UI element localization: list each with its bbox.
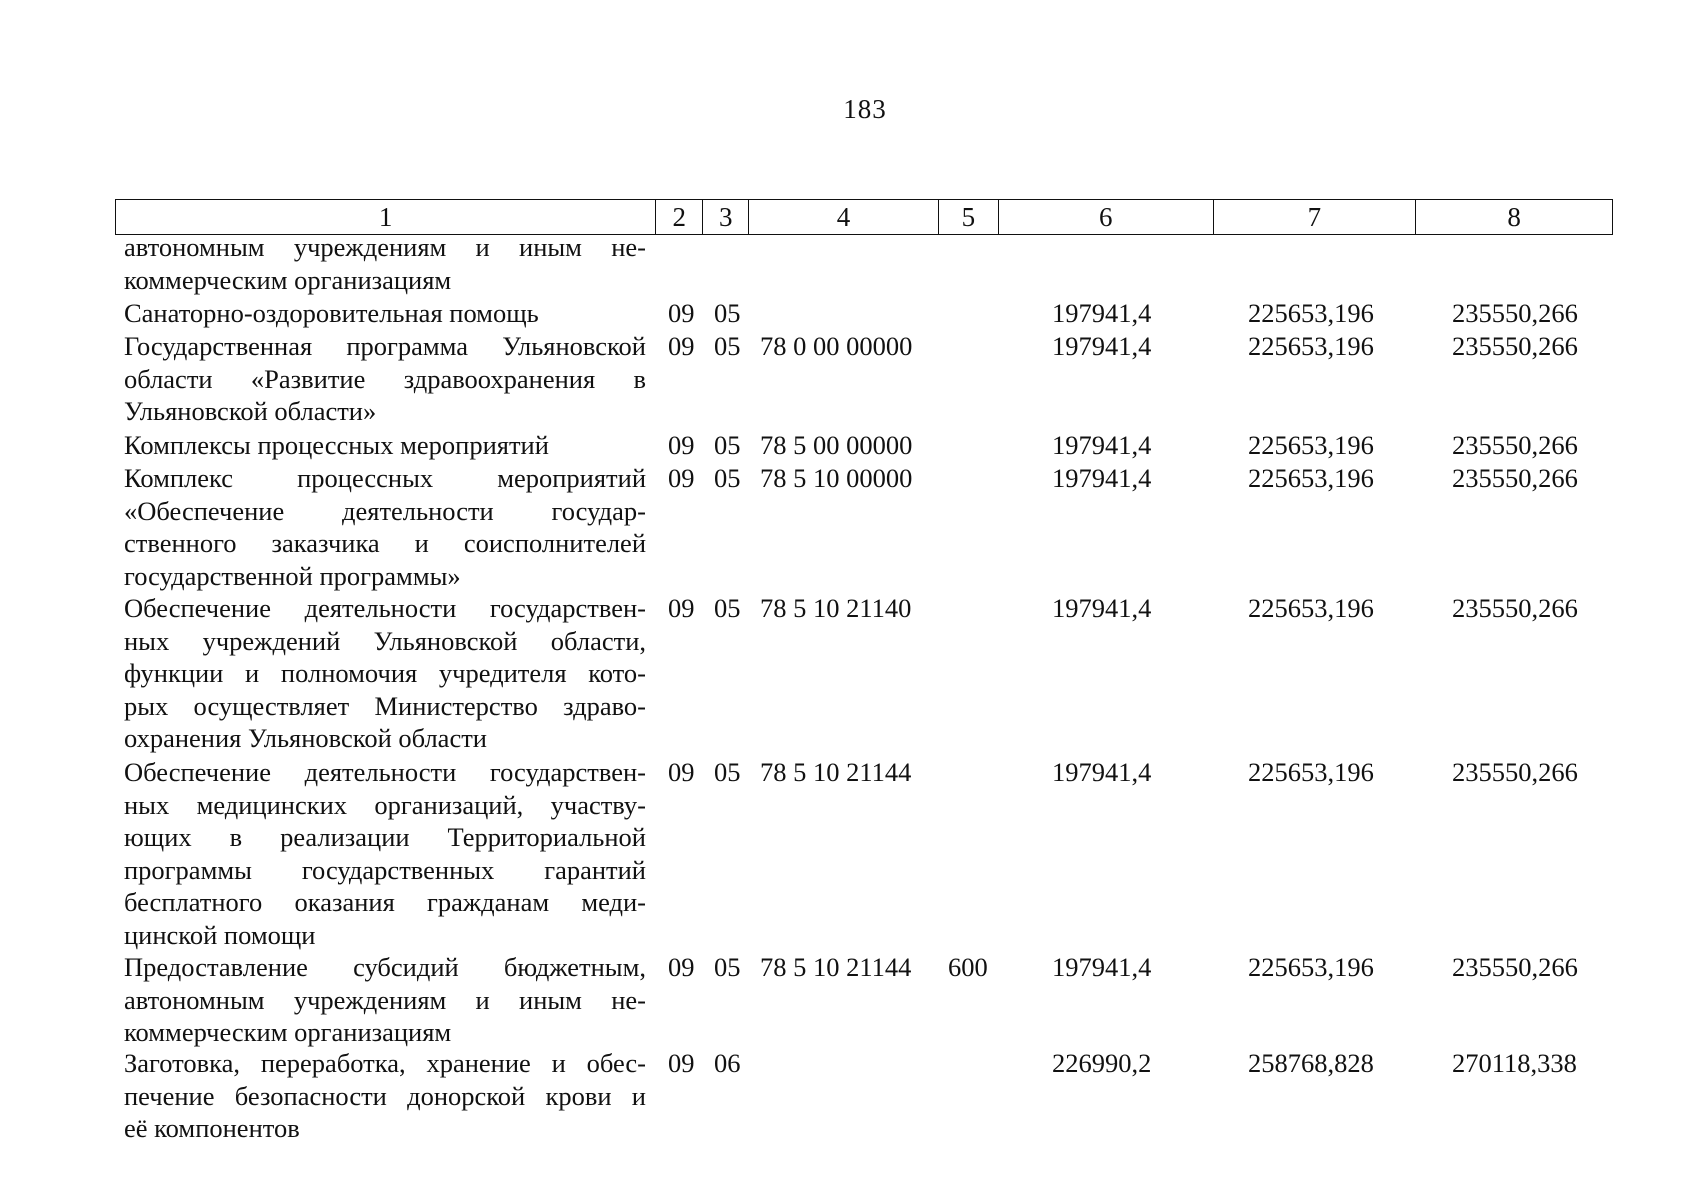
- cell-c7: 225653,196: [1248, 331, 1374, 361]
- header-col-2: 2: [656, 200, 703, 234]
- header-col-3: 3: [703, 200, 749, 234]
- description-line: её компонентов: [124, 1113, 300, 1143]
- cell-c7: 258768,828: [1248, 1048, 1374, 1078]
- cell-c2: 09: [668, 463, 695, 493]
- page-number: 183: [843, 94, 887, 124]
- cell-c6: 197941,4: [1052, 430, 1152, 460]
- description-line: Комплексы процессных мероприятий: [124, 430, 549, 460]
- cell-c2: 09: [668, 1048, 695, 1078]
- cell-c4: 78 5 10 21140: [760, 593, 912, 623]
- row-description: [124, 951, 646, 1049]
- cell-c6: 226990,2: [1052, 1048, 1152, 1078]
- cell-c6: 197941,4: [1052, 298, 1152, 328]
- description-line: Государственная программа Ульяновской: [124, 331, 646, 361]
- description-line: государственной программы»: [124, 560, 461, 591]
- cell-c5: 600: [948, 952, 988, 982]
- description-line: Ульяновской области»: [124, 396, 377, 426]
- cell-c6: 197941,4: [1052, 331, 1152, 361]
- cell-c3: 05: [714, 430, 741, 460]
- header-col-7: 7: [1214, 200, 1417, 234]
- cell-c2: 09: [668, 331, 695, 361]
- description-line: Заготовка, переработка, хранение и обес-: [124, 1048, 646, 1078]
- description-line: Комплекс процессных мероприятий: [124, 463, 646, 493]
- description-line: автономным учреждениям и иным не-: [124, 984, 646, 1015]
- cell-c6: 197941,4: [1052, 757, 1152, 787]
- cell-c3: 05: [714, 331, 741, 361]
- cell-c8: 270118,338: [1452, 1048, 1577, 1078]
- cell-c7: 225653,196: [1248, 757, 1374, 787]
- cell-c6: 197941,4: [1052, 952, 1152, 982]
- description-line: ных медицинских организаций, участву-: [124, 789, 646, 820]
- row-description: [124, 297, 646, 330]
- cell-c8: 235550,266: [1452, 952, 1578, 982]
- cell-c2: 09: [668, 952, 695, 982]
- description-line: Предоставление субсидий бюджетным,: [124, 952, 646, 982]
- description-line: ных учреждений Ульяновской области,: [124, 625, 646, 656]
- row-description: [124, 592, 646, 755]
- cell-c6: 197941,4: [1052, 593, 1152, 623]
- cell-c7: 225653,196: [1248, 298, 1374, 328]
- cell-c2: 09: [668, 757, 695, 787]
- table-header: [115, 199, 1613, 235]
- description-line: программы государственных гарантий: [124, 854, 646, 885]
- description-line: «Обеспечение деятельности государ-: [124, 495, 646, 526]
- header-col-6: 6: [999, 200, 1214, 234]
- description-line: Обеспечение деятельности государствен-: [124, 757, 646, 787]
- cell-c2: 09: [668, 298, 695, 328]
- cell-c8: 235550,266: [1452, 463, 1578, 493]
- description-line: автономным учреждениям и иным не-: [124, 232, 646, 262]
- row-description: [124, 330, 646, 428]
- cell-c4: 78 5 10 21144: [760, 757, 912, 787]
- cell-c2: 09: [668, 430, 695, 460]
- row-description: [124, 429, 646, 462]
- cell-c7: 225653,196: [1248, 593, 1374, 623]
- row-description: [124, 462, 646, 592]
- cell-c7: 225653,196: [1248, 430, 1374, 460]
- row-description: [124, 756, 646, 951]
- cell-c3: 05: [714, 463, 741, 493]
- description-line: рых осуществляет Министерство здраво-: [124, 690, 646, 721]
- description-line: коммерческим организациям: [124, 264, 452, 295]
- cell-c2: 09: [668, 593, 695, 623]
- header-col-8: 8: [1507, 201, 1521, 232]
- description-line: Санаторно-оздоровительная помощь: [124, 298, 539, 328]
- cell-c8: 235550,266: [1452, 593, 1578, 623]
- cell-c4: 78 5 10 21144: [760, 952, 912, 982]
- cell-c3: 05: [714, 298, 741, 328]
- cell-c7: 225653,196: [1248, 952, 1374, 982]
- cell-c4: 78 5 00 00000: [760, 430, 913, 460]
- description-line: области «Развитие здравоохранения в: [124, 363, 646, 394]
- cell-c3: 05: [714, 952, 741, 982]
- cell-c3: 05: [714, 757, 741, 787]
- description-line: цинской помощи: [124, 919, 316, 950]
- row-description: [124, 1047, 646, 1145]
- cell-c8: 235550,266: [1452, 430, 1578, 460]
- header-col-1: 1: [116, 200, 656, 234]
- header-col-4: 4: [749, 200, 939, 234]
- description-line: Обеспечение деятельности государствен-: [124, 593, 646, 623]
- cell-c7: 225653,196: [1248, 463, 1374, 493]
- description-line: печение безопасности донорской крови и: [124, 1080, 646, 1111]
- header-col-5: 5: [939, 200, 999, 234]
- cell-c3: 06: [714, 1048, 741, 1078]
- cell-c6: 197941,4: [1052, 463, 1152, 493]
- cell-c4: 78 0 00 00000: [760, 331, 913, 361]
- description-line: ственного заказчика и соисполнителей: [124, 528, 646, 558]
- description-line: ющих в реализации Территориальной: [124, 822, 646, 852]
- cell-c4: 78 5 10 00000: [760, 463, 913, 493]
- cell-c8: 235550,266: [1452, 298, 1578, 328]
- description-line: функции и полномочия учредителя кото-: [124, 658, 646, 688]
- description-line: бесплатного оказания гражданам меди-: [124, 887, 646, 917]
- description-line: коммерческим организациям: [124, 1017, 452, 1047]
- cell-c8: 235550,266: [1452, 331, 1578, 361]
- row-description: [124, 231, 646, 296]
- cell-c8: 235550,266: [1452, 757, 1578, 787]
- description-line: охранения Ульяновской области: [124, 723, 487, 753]
- cell-c3: 05: [714, 593, 741, 623]
